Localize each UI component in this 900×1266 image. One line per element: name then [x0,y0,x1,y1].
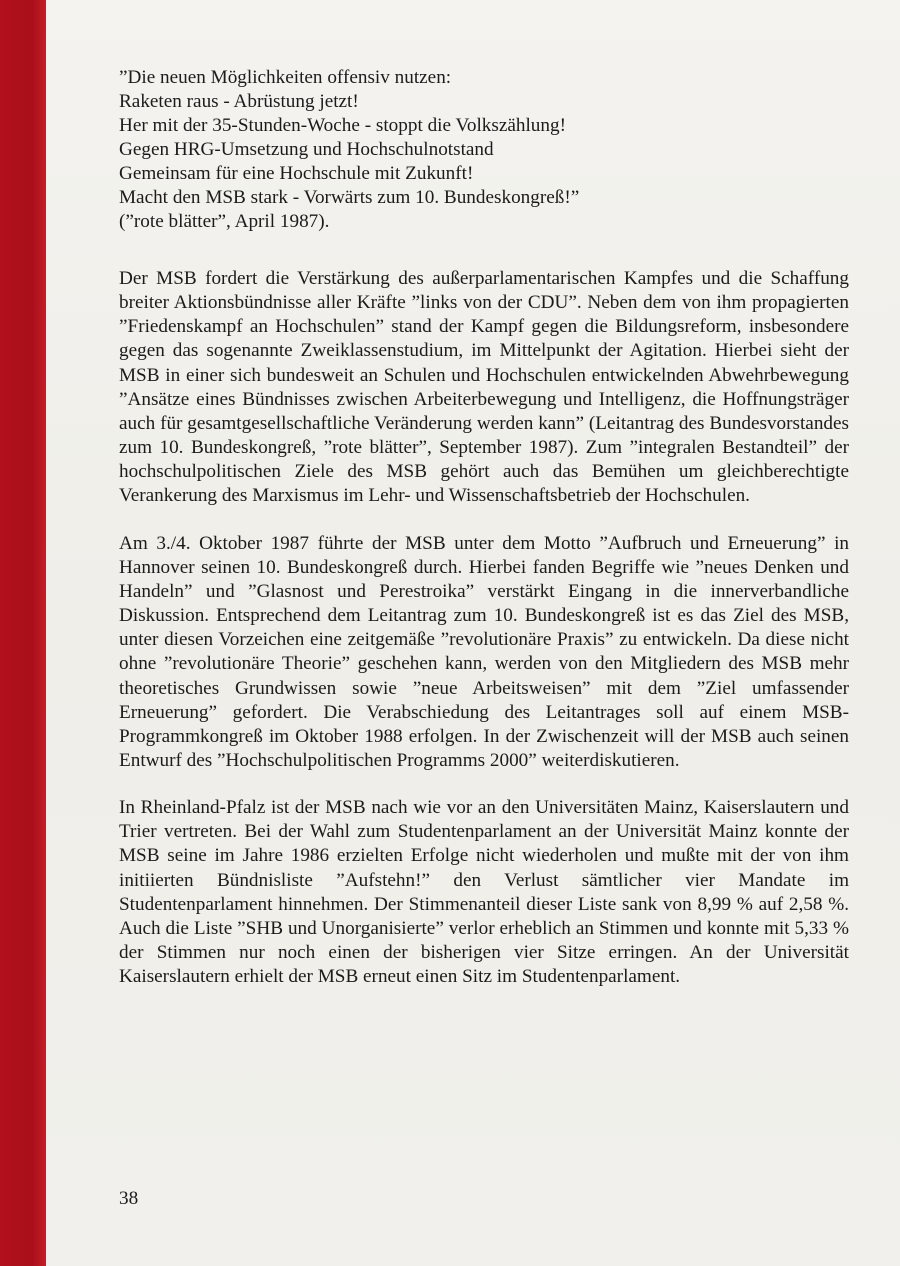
quote-line: Gemeinsam für eine Hochschule mit Zukunft! [119,163,474,184]
red-margin-bar [0,0,46,1266]
quote-line: Macht den MSB stark - Vorwärts zum 10. Bundeskongreß!” [119,187,580,208]
slogan-quote [119,66,849,234]
body-text [119,66,849,989]
quote-line: Raketen raus - Abrüstung jetzt! [119,91,359,112]
paragraph-msb-demands: Der MSB fordert die Verstärkung des außerparlamentarischen Kampfes und die Schaffung breiter Aktionsbündnisse aller Kräfte ”links von der CDU”. Neben dem von ihm propagierten ”Friedenskampf an Hochschulen” stand der Kampf gegen die Bildungsreform, insbesondere gegen das sogenannte Zweiklassenstudium, im Mittelpunkt der Agitation. Hierbei sieht der MSB in einer sich bundesweit an Schulen und Hochschulen entwickelnden Abwehrbewegung ”Ansätze eines Bündnisses zwischen Arbeiterbewegung und Intelligenz, die Hoffnungsträger auch für gesamtgesellschaftliche Veränderung werden kann” (Leitantrag des Bundesvorstandes zum 10. Bundeskongreß, ”rote blätter”, September 1987). Zum ”integralen Bestandteil” der hochschulpolitischen Ziele des MSB gehört auch das Bemühen um gleichberechtigte Verankerung des Marxismus im Lehr- und Wissenschaftsbetrieb der Hochschulen. [119,268,849,507]
quote-line: Her mit der 35-Stunden-Woche - stoppt die Volkszählung! [119,115,566,136]
quote-line: Gegen HRG-Umsetzung und Hochschulnotstand [119,139,494,160]
page-number: 38 [119,1188,139,1209]
paragraph-rheinland-pfalz: In Rheinland-Pfalz ist der MSB nach wie vor an den Universitäten Mainz, Kaiserslautern und Trier vertreten. Bei der Wahl zum Studentenparlament an der Universität Mainz konnte der MSB seine im Jahre 1986 erzielten Erfolge nicht wiederholen und mußte mit der von ihm initiierten Bündnisliste ”Aufstehn!” den Verlust sämtlicher vier Mandate im Studentenparlament hinnehmen. Der Stimmenanteil dieser Liste sank von 8,99 % auf 2,58 %. Auch die Liste ”SHB und Unorganisierte” verlor erheblich an Stimmen und konnte mit 5,33 % der Stimmen nur noch einen der bisherigen vier Sitze erringen. An der Universität Kaiserslautern erhielt der MSB erneut einen Sitz im Studentenparlament. [119,797,849,988]
quote-line: ”Die neuen Möglichkeiten offensiv nutzen: [119,67,452,88]
quote-citation: (”rote blätter”, April 1987). [119,211,330,232]
paragraph-bundeskongress: Am 3./4. Oktober 1987 führte der MSB unter dem Motto ”Aufbruch und Erneuerung” in Hannover seinen 10. Bundeskongreß durch. Hierbei fanden Begriffe wie ”neues Denken und Handeln” und ”Glasnost und Perestroika” verstärkt Eingang in die innerverbandliche Diskussion. Entsprechend dem Leitantrag zum 10. Bundeskongreß ist es das Ziel des MSB, unter diesen Vorzeichen eine zeitgemäße ”revolutionäre Praxis” zu entwickeln. Da diese nicht ohne ”revolutionäre Theorie” geschehen kann, werden von den Mitgliedern des MSB mehr theoretisches Grundwissen sowie ”neue Arbeitsweisen” mit dem ”Ziel umfassender Erneuerung” gefordert. Die Verabschiedung des Leitantrages soll auf einem MSB-Programmkongreß im Oktober 1988 erfolgen. In der Zwischenzeit will der MSB auch seinen Entwurf des ”Hochschulpolitischen Programms 2000” weiterdiskutieren. [119,532,849,771]
